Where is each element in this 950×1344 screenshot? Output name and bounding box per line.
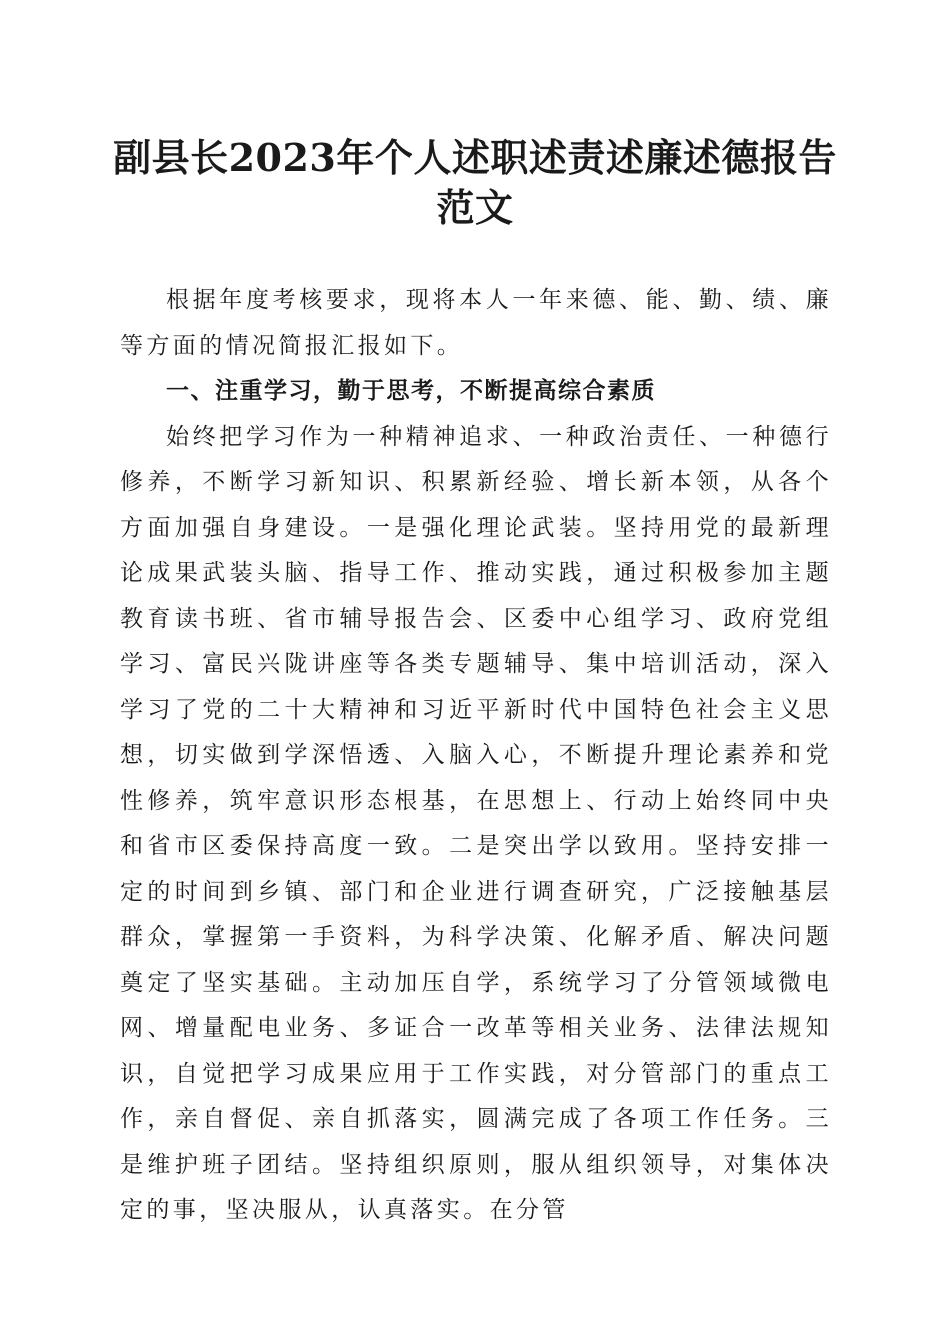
intro-paragraph: 根据年度考核要求，现将本人一年来德、能、勤、绩、廉等方面的情况简报汇报如下。 xyxy=(120,287,832,359)
document-body xyxy=(120,278,832,1234)
section-1-heading: 一、注重学习，勤于思考，不断提高综合素质 xyxy=(166,378,656,404)
document-title: 副县长2023年个人述职述责述廉述德报告范文 xyxy=(113,135,837,230)
section-1-paragraph: 始终把学习作为一种精神追求、一种政治责任、一种德行修养，不断学习新知识、积累新经验、增长新本领，从各个方面加强自身建设。一是强化理论武装。坚持用党的最新理论成果武装头脑、指导工作、推动实践，通过积极参加主题教育读书班、省市辅导报告会、区委中心组学习、政府党组学习、富民兴陇讲座等各类专题辅导、集中培训活动，深入学习了党的二十大精神和习近平新时代中国特色社会主义思想，切实做到学深悟透、入脑入心，不断提升理论素养和党性修养，筑牢意识形态根基，在思想上、行动上始终同中央和省市区委保持高度一致。二是突出学以致用。坚持安排一定的时间到乡镇、部门和企业进行调查研究，广泛接触基层群众，掌握第一手资料，为科学决策、化解矛盾、解决问题奠定了坚实基础。主动加压自学，系统学习了分管领域微电网、增量配电业务、多证合一改革等相关业务、法律法规知识，自觉把学习成果应用于工作实践，对分管部门的重点工作，亲自督促、亲自抓落实，圆满完成了各项工作任务。三是维护班子团结。坚持组织原则，服从组织领导，对集体决定的事，坚决服从，认真落实。在分管 xyxy=(120,423,832,1223)
